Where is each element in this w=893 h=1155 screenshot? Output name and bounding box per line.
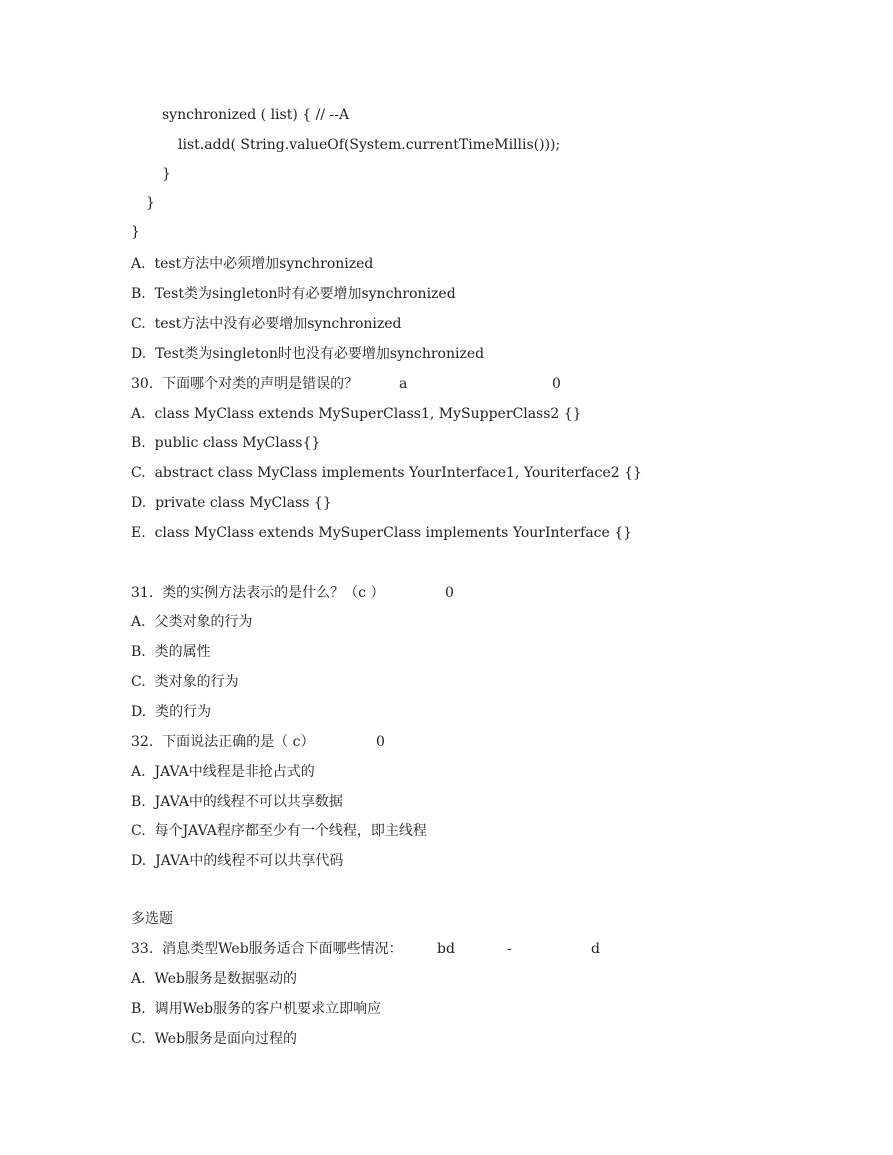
q32-score: 0 xyxy=(376,734,385,750)
q31-option-c: C. 类对象的行为 xyxy=(131,674,239,690)
q29-option-d: D. Test类为singleton时也没有必要增加synchronized xyxy=(131,346,485,362)
q32-option-b: B. JAVA中的线程不可以共享数据 xyxy=(131,794,343,810)
code-line-close-brace: } xyxy=(131,224,140,240)
code-line-list-add: list.add( String.valueOf(System.currentTimeMillis())); xyxy=(178,137,561,153)
q31-question: 31. 类的实例方法表示的是什么？（c ） xyxy=(131,585,385,601)
q32-option-d: D. JAVA中的线程不可以共享代码 xyxy=(131,853,344,869)
q30-option-c: C. abstract class MyClass implements YourInterface1, Youriterface2 {} xyxy=(131,465,642,481)
q32-option-a: A. JAVA中线程是非抢占式的 xyxy=(131,764,315,780)
q32-question: 32. 下面说法正确的是（ c） xyxy=(131,734,315,750)
q33-answer: bd xyxy=(437,941,455,957)
q33-question: 33. 消息类型Web服务适合下面哪些情况： xyxy=(131,941,403,957)
q30-option-e: E. class MyClass extends MySuperClass implements YourInterface {} xyxy=(131,525,633,541)
q32-option-c: C. 每个JAVA程序都至少有一个线程，即主线程 xyxy=(131,823,427,839)
q31-option-a: A. 父类对象的行为 xyxy=(131,614,253,630)
q30-score: 0 xyxy=(552,376,561,392)
section-title: 多选题 xyxy=(131,911,173,927)
q30-option-d: D. private class MyClass {} xyxy=(131,495,332,511)
q33-option-b: B. 调用Web服务的客户机要求立即响应 xyxy=(131,1001,382,1017)
code-line-synchronized: synchronized ( list) { // --A xyxy=(162,107,350,123)
q30-option-b: B. public class MyClass{} xyxy=(131,435,321,451)
code-line-close-brace: } xyxy=(162,166,171,182)
q33-correct: d xyxy=(591,941,600,957)
code-line-close-brace: } xyxy=(146,195,155,211)
q30-question: 30. 下面哪个对类的声明是错误的？ xyxy=(131,376,359,392)
q33-dash: - xyxy=(507,941,512,957)
q33-option-c: C. Web服务是面向过程的 xyxy=(131,1031,298,1047)
q31-option-b: B. 类的属性 xyxy=(131,644,211,660)
q31-option-d: D. 类的行为 xyxy=(131,704,212,720)
q29-option-b: B. Test类为singleton时有必要增加synchronized xyxy=(131,286,456,302)
q31-score: 0 xyxy=(445,585,454,601)
q33-option-a: A. Web服务是数据驱动的 xyxy=(131,971,297,987)
q30-answer: a xyxy=(399,376,408,392)
q29-option-c: C. test方法中没有必要增加synchronized xyxy=(131,316,402,332)
q29-option-a: A. test方法中必须增加synchronized xyxy=(131,256,374,272)
q30-option-a: A. class MyClass extends MySuperClass1, MySupperClass2 {} xyxy=(131,406,582,422)
